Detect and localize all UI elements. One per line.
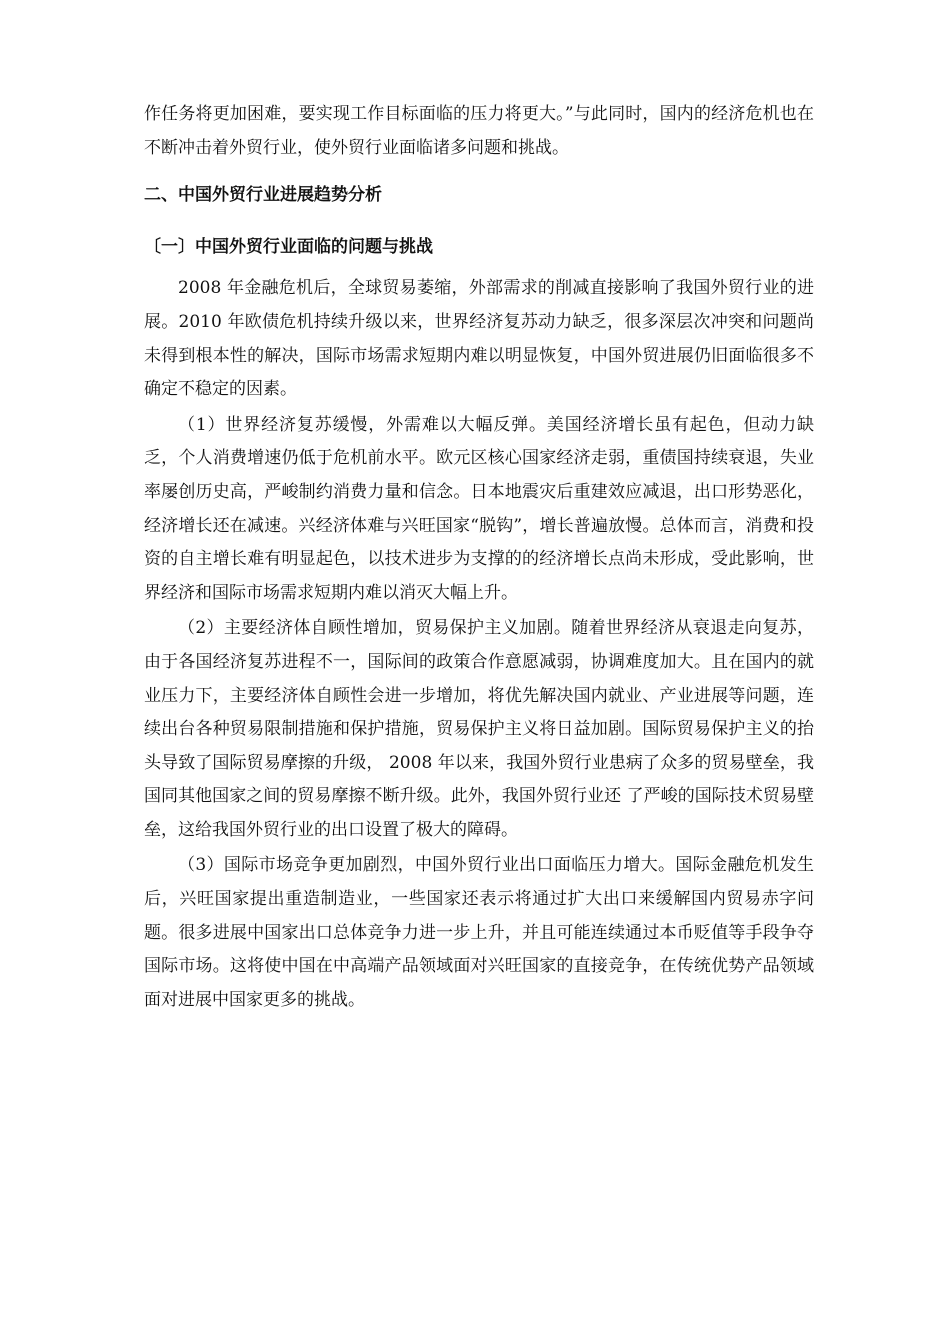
section-heading: 二、中国外贸行业进展趋势分析 (144, 185, 382, 206)
body-paragraph-4: （3）国际市场竞争更加剧烈，中国外贸行业出口面临压力增大。国际金融危机发生后，兴旺国家提出重造制造业，一些国家还表示将通过扩大出口来缓解国内贸易赤字问题。很多进展中国家出口总体竞争力进一步上升，并且可能连续通过本币贬值等手段争夺国际市场。这将使中国在中高端产品领域面对兴旺国家的直接竞争，在传统优势产品领域面对进展中国家更多的挑战。 (144, 855, 814, 1010)
subsection-heading: 〔一〕中国外贸行业面临的问题与挑战 (144, 236, 433, 257)
intro-paragraph: 作任务将更加困难，要实现工作目标面临的压力将更大。”与此同时，国内的经济危机也在不断冲击着外贸行业，使外贸行业面临诸多问题和挑战。 (144, 104, 814, 158)
body-paragraph-2: （1）世界经济复苏缓慢，外需难以大幅反弹。美国经济增长虽有起色，但动力缺乏，个人消费增速仍低于危机前水平。欧元区核心国家经济走弱，重债国持续衰退，失业率屡创历史高，严峻制约消费力量和信念。日本地震灾后重建效应减退，出口形势恶化，经济增长还在减速。兴经济体难与兴旺国家“脱钩”，增长普遍放慢。总体而言，消费和投资的自主增长难有明显起色，以技术进步为支撑的的经济增长点尚未形成，受此影响，世界经济和国际市场需求短期内难以消灭大幅上升。 (144, 414, 814, 603)
document-body (144, 98, 814, 1017)
body-paragraph-3: （2）主要经济体自顾性增加，贸易保护主义加剧。随着世界经济从衰退走向复苏，由于各国经济复苏进程不一，国际间的政策合作意愿减弱，协调难度加大。且在国内的就业压力下，主要经济体自顾性会进一步增加，将优先解决国内就业、产业进展等问题，连续出台各种贸易限制措施和保护措施，贸易保护主义将日益加剧。国际贸易保护主义的抬头导致了国际贸易摩擦的升级， 2008 年以来，我国外贸行业患病了众多的贸易壁垒，我国同其他国家之间的贸易摩擦不断升级。此外，我国外贸行业还 了严峻的国际技术贸易壁垒，这给我国外贸行业的出口设置了极大的障碍。 (144, 618, 814, 840)
body-paragraph-1: 2008 年金融危机后，全球贸易萎缩，外部需求的削减直接影响了我国外贸行业的进展。2010 年欧债危机持续升级以来，世界经济复苏动力缺乏，很多深层次冲突和问题尚未得到根本性的解决，国际市场需求短期内难以明显恢复，中国外贸进展仍旧面临很多不确定不稳定的因素。 (144, 278, 814, 400)
